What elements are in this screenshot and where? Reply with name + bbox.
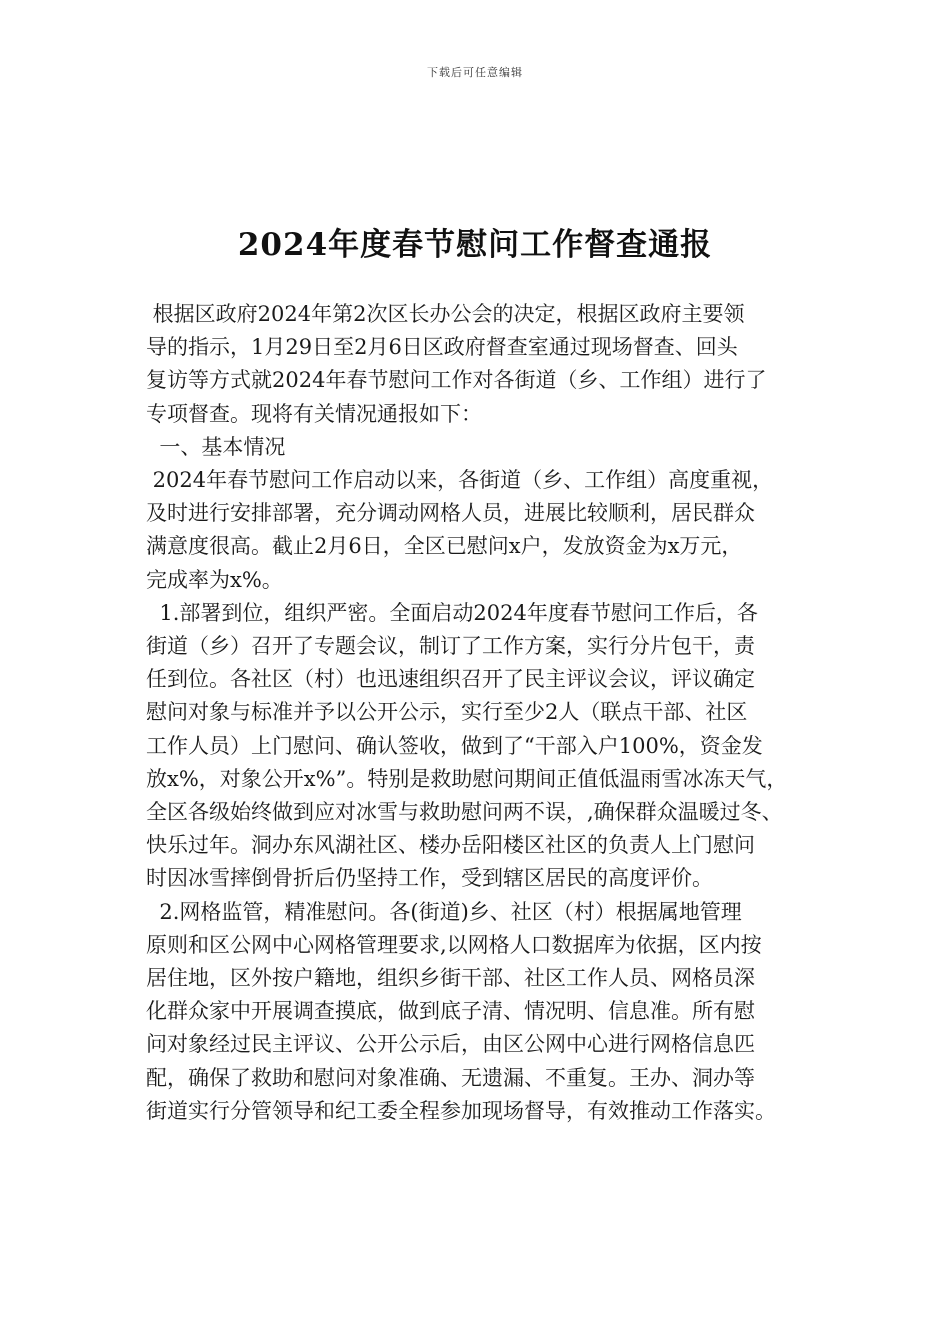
point-1-paragraph	[146, 597, 830, 896]
point-2-paragraph	[146, 896, 830, 1128]
text-line: 根据区政府2024年第2次区长办公会的决定，根据区政府主要领	[146, 302, 745, 326]
section-heading-basic	[146, 431, 830, 464]
text-line: 复访等方式就2024年春节慰问工作对各街道（乡、工作组）进行了	[146, 368, 767, 393]
text-line: 居住地，区外按户籍地，组织乡街干部、社区工作人员、网格员深	[146, 966, 755, 991]
text-line: 1.部署到位，组织严密。全面启动2024年度春节慰问工作后，各	[146, 600, 758, 625]
document-body	[146, 298, 830, 1128]
basic-situation-paragraph	[146, 464, 830, 597]
text-line: 任到位。各社区（村）也迅速组织召开了民主评议会议，评议确定	[146, 667, 755, 692]
text-line: 街道实行分管领导和纪工委全程参加现场督导，有效推动工作落实。	[146, 1098, 776, 1123]
text-line: 快乐过年。洞办东风湖社区、楼办岳阳楼区社区的负责人上门慰问	[146, 833, 755, 858]
text-line: 完成率为x%。	[146, 567, 283, 592]
text-line: 满意度很高。截止2月6日，全区已慰问x户，发放资金为x万元，	[146, 534, 743, 559]
text-line: 工作人员）上门慰问、确认签收，做到了“干部入户100%，资金发	[146, 733, 763, 758]
text-line: 导的指示，1月29日至2月6日区政府督查室通过现场督查、回头	[146, 335, 738, 360]
text-line: 全区各级始终做到应对冰雪与救助慰问两不误，,确保群众温暖过冬、	[146, 800, 783, 825]
text-line: 配，确保了救助和慰问对象准确、无遗漏、不重复。王办、洞办等	[146, 1065, 755, 1090]
text-line: 2024年春节慰问工作启动以来，各街道（乡、工作组）高度重视，	[146, 468, 774, 493]
text-line: 原则和区公网中心网格管理要求,以网格人口数据库为依据，区内按	[146, 932, 762, 957]
header-note: 下载后可任意编辑	[427, 66, 523, 79]
text-line: 专项督查。现将有关情况通报如下：	[146, 401, 482, 426]
text-line: 一、基本情况	[146, 434, 286, 459]
text-line: 慰问对象与标准并予以公开公示，实行至少2人（联点干部、社区	[146, 700, 748, 725]
text-line: 问对象经过民主评议、公开公示后，由区公网中心进行网格信息匹	[146, 1032, 755, 1057]
intro-paragraph	[146, 298, 830, 431]
text-line: 街道（乡）召开了专题会议，制订了工作方案，实行分片包干，责	[146, 634, 755, 659]
text-line: 化群众家中开展调查摸底，做到底子清、情况明、信息准。所有慰	[146, 999, 755, 1024]
text-line: 及时进行安排部署，充分调动网格人员，进展比较顺利，居民群众	[146, 501, 755, 526]
text-line: 2.网格监管，精准慰问。各(街道)乡、社区（村）根据属地管理	[146, 899, 742, 924]
document-title: 2024年度春节慰问工作督查通报	[237, 227, 713, 263]
text-line: 放x%，对象公开x%”。特别是救助慰问期间正值低温雨雪冰冻天气，	[146, 766, 788, 791]
text-line: 时因冰雪摔倒骨折后仍坚持工作，受到辖区居民的高度评价。	[146, 866, 713, 891]
